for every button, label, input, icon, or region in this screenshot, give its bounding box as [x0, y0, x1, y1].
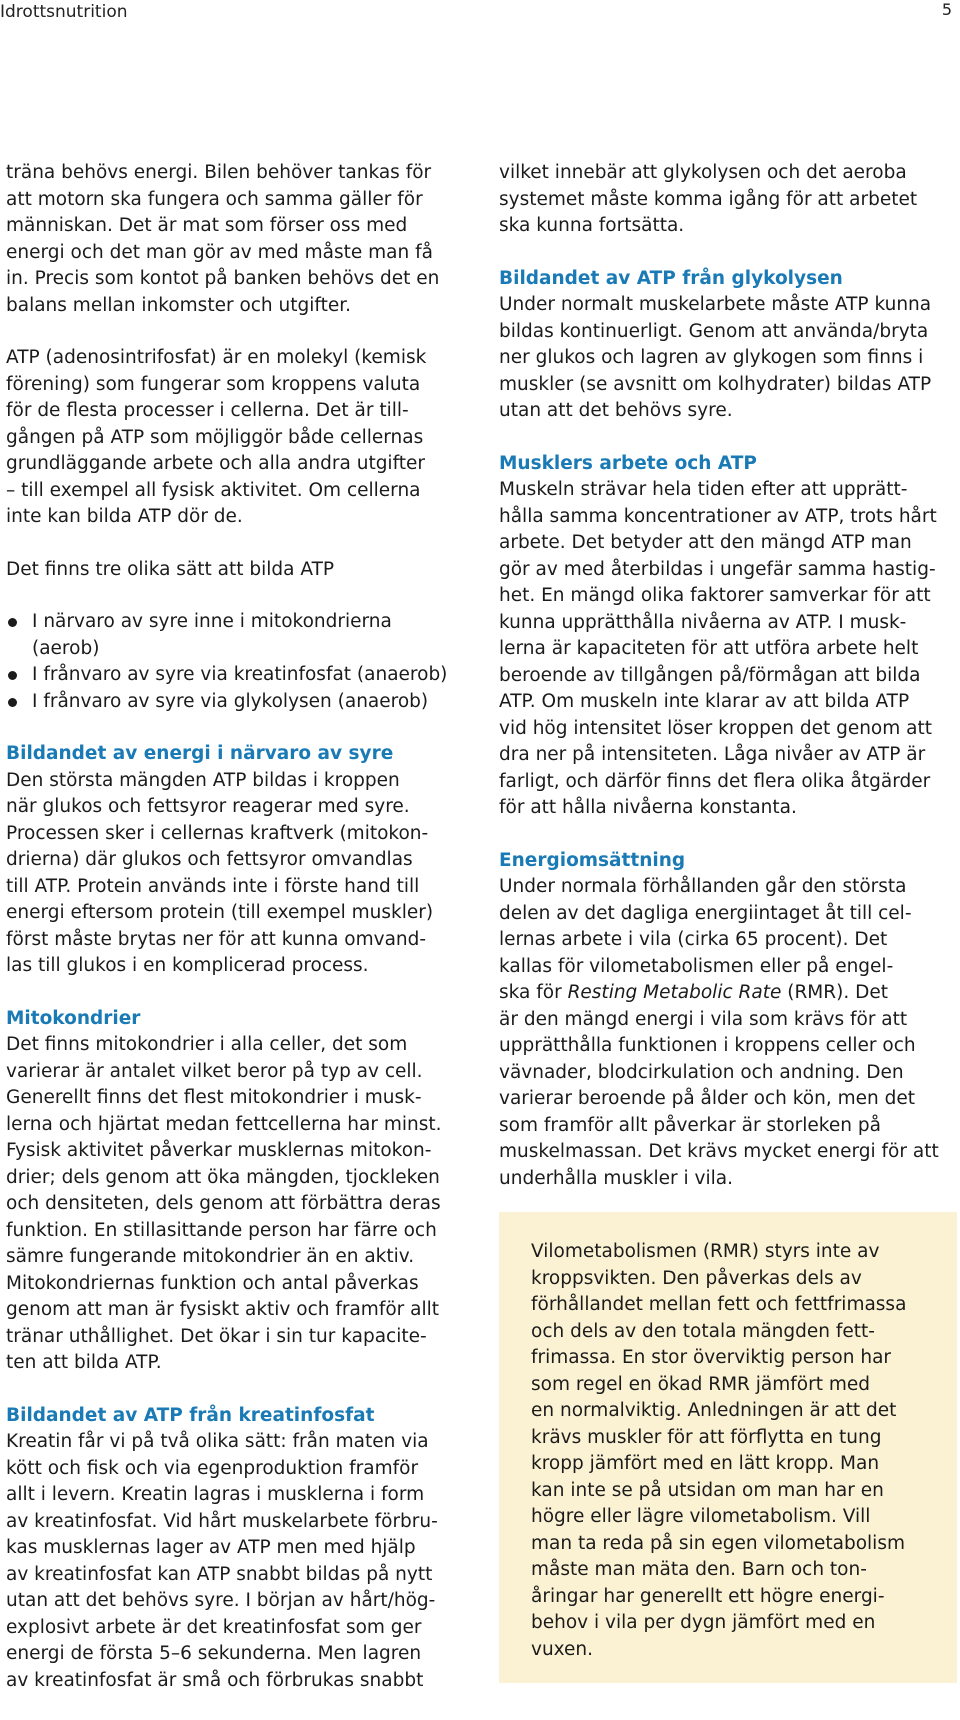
running-header-title: Idrottsnutrition — [0, 2, 128, 22]
section-heading: Musklers arbete och ATP — [499, 452, 757, 474]
list-item: I frånvaro av syre via glykolysen (anaerob) — [6, 689, 458, 716]
section-heading: Bildandet av ATP från glykolysen — [499, 267, 843, 289]
section-heading: Bildandet av energi i närvaro av syre — [6, 743, 394, 764]
continuation-paragraph: vilket innebär att glykolysen och det aeroba systemet måste komma igång för att arbetet ska kunna fortsätta. — [499, 162, 918, 236]
section-muscle-work: Musklers arbete och ATP Muskeln strävar hela tiden efter att upprätt- hålla samma koncentrationer av ATP, trots hårt arbete. Det betyder att den mängd ATP man gör av med återbildas i ungefär samma hastig- het. En mängd olika faktorer samverkar för att kunna upprätthålla nivåerna av ATP. I musk- lerna är kapaciteten för att utföra arbete helt beroende av tillgången på/förmågan att bilda ATP. Om muskeln inte klarar av att bilda ATP vid hög intensitet löser kroppen det genom att dra ner på intensiteten. Låga nivåer av ATP är farligt, och därför finns det flera olika åtgärder för att hålla nivåerna konstanta. — [499, 451, 954, 822]
page-number: 5 — [941, 0, 952, 19]
section-heading: Mitokondrier — [6, 1007, 141, 1029]
section-glycolysis: Bildandet av ATP från glykolysen Under normalt muskelarbete måste ATP kunna bildas kontinuerligt. Genom att använda/bryta ner glukos och lagren av glykogen som finns i muskler (se avsnitt om kolhydrater) bildas ATP utan att det behövs syre. — [499, 266, 954, 425]
rmr-line: ska för Resting Metabolic Rate (RMR). Det — [499, 982, 888, 1003]
three-ways-paragraph: Det finns tre olika sätt att bilda ATP — [6, 558, 335, 580]
atp-methods-list — [6, 609, 458, 715]
list-item: I frånvaro av syre via kreatinfosfat (anaerob) — [6, 662, 458, 689]
section-heading: Energiomsättning — [499, 849, 686, 871]
intro-paragraph: träna behövs energi. Bilen behöver tankas för att motorn ska fungera och samma gäller för människan. Det är mat som förser oss med energi och det man gör av med måste man få in. Precis som kontot på banken behövs det en balans mellan inkomster och utgifter. — [6, 162, 440, 316]
info-box-text: Vilometabolismen (RMR) styrs inte av kroppsvikten. Den påverkas dels av förhållandet mellan fett och fettfrimassa och dels av den totala mängden fett- frimassa. En stor överviktig person har som regel en ökad RMR jämfört med en normalviktig. Anledningen är att det krävs muskler för att förflytta en tung kropp jämfört med en lätt kropp. Man kan inte se på utsidan om man har en högre eller lägre vilometabolism. Vill man ta reda på sin egen vilometabolism måste man mäta den. Barn och ton- åringar har generellt ett högre energi- behov i vila per dygn jämfört med en vuxen. — [531, 1241, 907, 1660]
rmr-info-box — [499, 1212, 957, 1683]
right-column — [499, 160, 954, 1218]
list-item: I närvaro av syre inne i mitokondrierna (aerob) — [6, 609, 458, 662]
atp-paragraph: ATP (adenosintrifosfat) är en molekyl (kemisk förening) som fungerar som kroppens valuta för de flesta processer i cellerna. Det är till- gången på ATP som möjliggör både cellernas grundläggande arbete och alla andra utgifter – till exempel all fysisk aktivitet. Om cellerna inte kan bilda ATP dör de. — [6, 347, 427, 527]
section-creatine-phosphate: Bildandet av ATP från kreatinfosfat Kreatin får vi på två olika sätt: från maten via kött och fisk och via egenproduktion framför allt i levern. Kreatin lagras i musklerna i form av kreatinfosfat. Vid hårt muskelarbete förbru- kas musklernas lager av ATP men med hjälp av kreatinfosfat kan ATP snabbt bildas på nytt utan att det behövs syre. I början av hårt/hög- explosivt arbete är det kreatinfosfat som ger energi de första 5–6 sekunderna. Men lagren av kreatinfosfat är små och förbrukas snabbt — [6, 1403, 458, 1695]
section-aerobic-energy: Bildandet av energi i närvaro av syre Den största mängden ATP bildas i kroppen när glukos och fettsyror reagerar med syre. Processen sker i cellernas kraftverk (mitokon- drierna) där glukos och fettsyror omvandlas till ATP. Protein används inte i förste hand till energi eftersom protein (till exempel muskler) först måste brytas ner för att kunna omvand- las till glukos i en komplicerad process. — [6, 741, 458, 980]
section-heading: Bildandet av ATP från kreatinfosfat — [6, 1404, 375, 1426]
left-column — [6, 160, 458, 1720]
rmr-term: Resting Metabolic Rate — [567, 982, 782, 1003]
section-mitochondria: Mitokondrier Det finns mitokondrier i alla celler, det som varierar är antalet vilket beror på typ av cell. Generellt finns det flest mitokondrier i musk- lerna och hjärtat medan fettcellerna har minst. Fysisk aktivitet påverkar musklernas mitokon- drier; dels genom att öka mängden, tjockleken och densiteten, dels genom att förbättra deras funktion. En stillasittande person har färre och sämre fungerande mitokondrier än en aktiv. Mitokondriernas funktion och antal påverkas genom att man är fysiskt aktiv och framför allt tränar uthållighet. Det ökar i sin tur kapacite- ten att bilda ATP. — [6, 1006, 458, 1377]
section-energy-turnover: Energiomsättning Under normala förhållanden går den största delen av det dagliga energiintaget åt till cel- lernas arbete i vila (cirka 65 procent). Det kallas för vilometabolismen eller på engel- ska för Resting Metabolic Rate (RMR). Det är den mängd energi i vila som krävs för att upprätthålla funktionen i kroppens celler och vävnader, blodcirkulation och andning. Den varierar beroende på ålder och kön, men det som framför allt påverkar är storleken på muskelmassan. Det krävs mycket energi för att underhålla muskler i vila. — [499, 848, 954, 1193]
